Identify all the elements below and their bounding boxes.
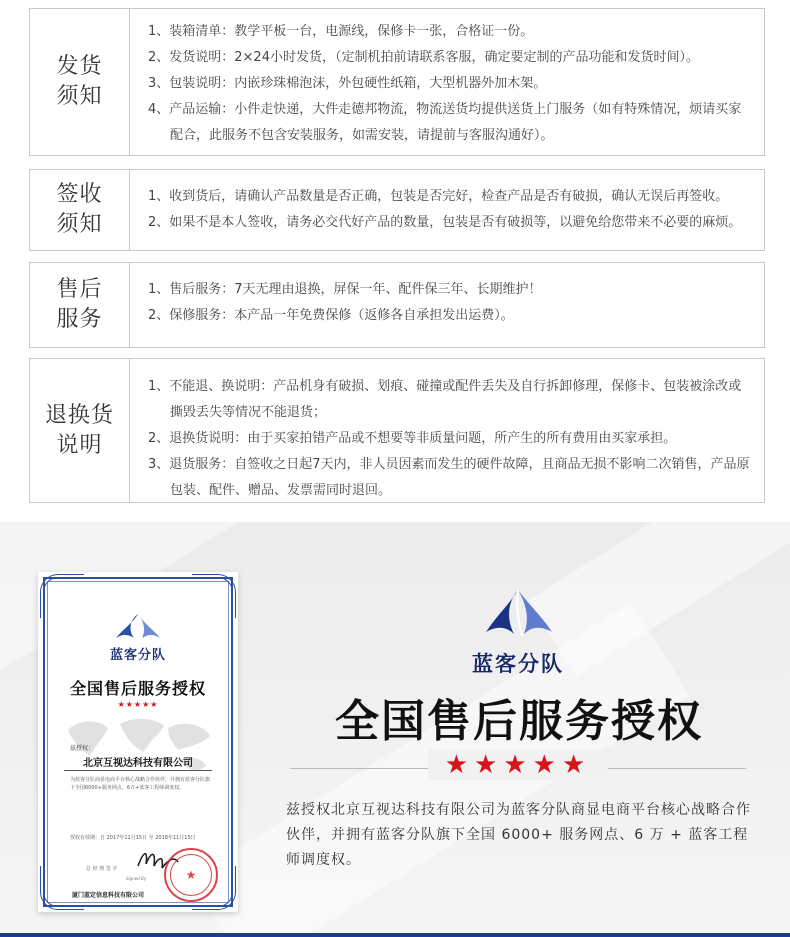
list-item: 2、保修服务：本产品一年免费保修（返修各自承担发出运费）。 [148,308,514,323]
return-policy-list [130,359,764,502]
certificate-description: 为蓝客分队商显电商平台核心战略合作伙伴，并拥有蓝客分队旗下全国6000+服务网点、6万+蓝客工程师调度权。 [70,777,211,791]
certificate-company: 北京互视达科技有限公司 [64,754,212,771]
label-line: 发货 [56,54,103,79]
signed-by-label: Signed By [126,876,147,881]
list-item: 2、如果不是本人签收，请务必交代好产品的数量，包装是否有破损等，以避免给您带来不必要的麻烦。 [148,215,742,230]
after-sales-list [130,263,764,347]
shipping-notice-block [29,8,765,156]
return-policy-block [29,358,765,503]
authorization-certificate [38,572,238,912]
after-sales-block [29,262,765,348]
rating-stars: ★★★★★ [428,750,608,780]
authorization-section [0,522,790,937]
shipping-notice-label [30,9,130,155]
receipt-notice-block [29,169,765,251]
list-item: 1、装箱清单：教学平板一台，电源线，保修卡一张，合格证一份。 [148,24,534,39]
corner-ornament [40,574,84,618]
authorization-description: 兹授权北京互视达科技有限公司为蓝客分队商显电商平台核心战略合作伙伴，并拥有蓝客分队旗下全国 6000+ 服务网点、6 万 + 蓝客工程师调度权。 [286,802,751,868]
label-line: 售后 [56,277,103,302]
label-line: 须知 [56,84,103,109]
after-sales-label [30,263,130,347]
receipt-notice-list [130,170,764,250]
list-item: 4、产品运输：小件走快递，大件走德邦物流，物流送货均提供送货上门服务（如有特殊情况，烦请买家配合，此服务不包含安装服务，如需安装，请提前与客服沟通好）。 [148,102,742,143]
label-line: 须知 [56,212,103,237]
signer-label: 总 经 理 签 字 [86,866,118,872]
official-seal-icon: ★ [164,848,218,902]
grant-label: 兹授权： [70,745,95,752]
certificate-issuer: 厦门蓝定信息科技有限公司 [72,892,145,899]
list-item: 1、不能退、换说明：产品机身有破损、划痕、碰撞或配件丢失及自行拆卸修理，保修卡、包装被涂改或撕毁丢失等情况不能退货； [148,379,742,420]
list-item: 1、售后服务：7天无理由退换，屏保一年、配件保三年、长期维护！ [148,282,542,297]
list-item: 1、收到货后，请确认产品数量是否正确，包装是否完好，检查产品是否有破损，确认无误后再签收。 [148,189,729,204]
label-line: 说明 [56,432,103,458]
label-line: 签收 [56,182,103,207]
label-line: 退换货 [44,402,114,428]
label-line: 服务 [56,307,103,332]
return-policy-label [30,359,130,502]
shipping-notice-list [130,9,764,155]
brand-name: 蓝客分队 [472,652,564,676]
receipt-notice-label [30,170,130,250]
corner-ornament [40,866,84,910]
list-item: 2、退换货说明：由于买家拍错产品或不想要等非质量问题，所产生的所有费用由买家承担。 [148,431,677,446]
certificate-brand: 蓝客分队 [109,648,166,663]
certificate-validity: 授权有效期：自 2017年11月15日 至 2018年11月15日 [70,835,196,841]
list-item: 2、发货说明：2×24小时发货，（定制机拍前请联系客服，确定要定制的产品功能和发货时间）。 [148,50,699,65]
bird-logo-icon [108,610,168,644]
certificate-title: 全国售后服务授权 [69,679,206,698]
bird-logo-icon [478,586,558,646]
list-item: 3、退货服务：自签收之日起7天内，非人员因素而发生的硬件故障，且商品无损不影响二次销售，产品原包装、配件、赠品、发票需同时退回。 [148,457,750,498]
bottom-accent-line [0,933,790,937]
corner-ornament [192,574,236,618]
authorization-heading: 全国售后服务授权 [335,696,703,747]
certificate-stars: ★★★★★ [117,700,159,709]
list-item: 3、包装说明：内嵌珍珠棉泡沫，外包硬性纸箱，大型机器外加木架。 [148,76,547,91]
